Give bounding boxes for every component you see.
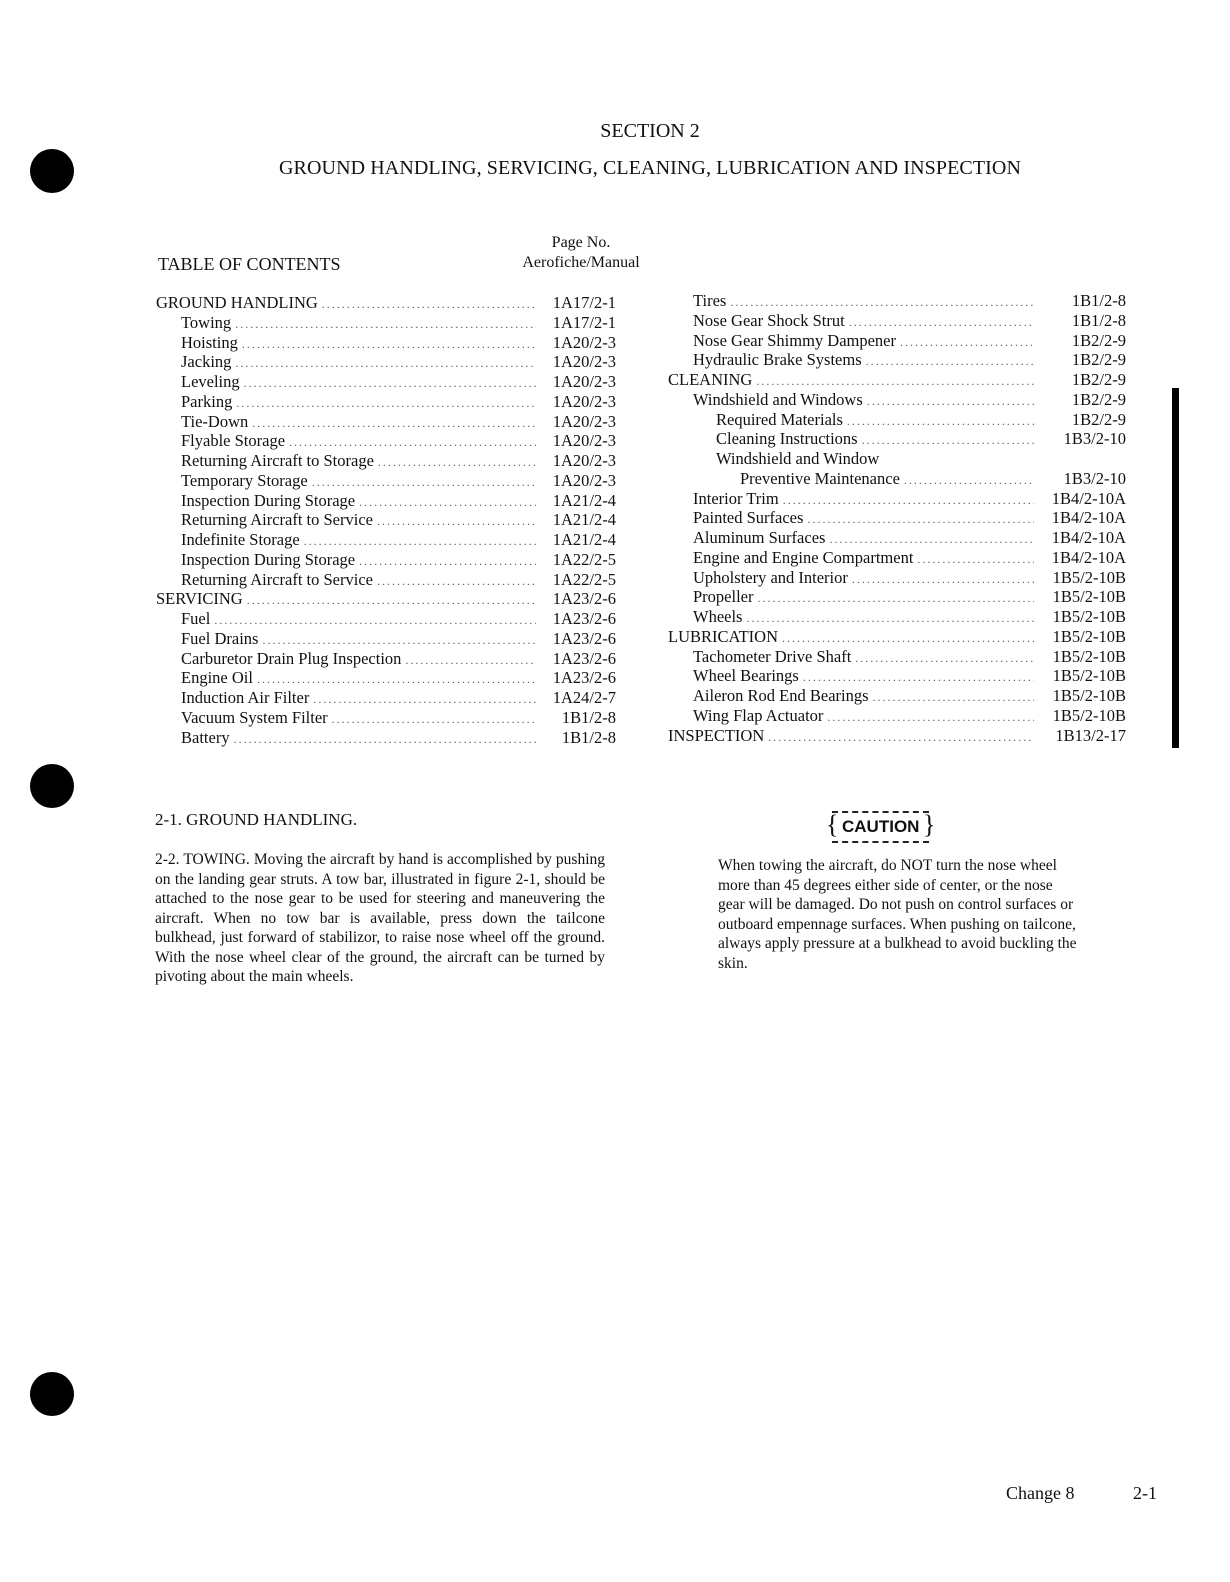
toc-entry-page: 1A21/2-4 [552,490,616,510]
toc-entry [668,291,1126,311]
toc-entry-label: Cleaning Instructions [716,429,858,449]
toc-leader-dots [318,297,536,312]
toc-entry [156,412,616,432]
toc-leader-dots [823,710,1034,725]
toc-leader-dots [913,552,1034,567]
toc-entry-page: 1B5/2-10B [1052,626,1126,646]
toc-entry-label: Hydraulic Brake Systems [693,350,862,370]
toc-leader-dots [863,394,1034,409]
toc-entry-page: 1A20/2-3 [552,411,616,431]
toc-entry [156,431,616,451]
toc-entry-page: 1A23/2-6 [552,589,616,609]
toc-entry [668,370,1126,390]
toc-leader-dots [210,613,536,628]
toc-entry-label: Fuel Drains [181,628,259,648]
toc-entry [156,609,616,629]
toc-entry-page: 1A21/2-4 [552,530,616,549]
toc-entry [156,451,616,471]
toc-entry [668,331,1126,351]
toc-entry [156,313,616,333]
toc-entry-page: 1B4/2-10A [1051,508,1126,528]
page-number-heading-line2: Aerofiche/Manual [522,254,640,271]
toc-entry-label: Aluminum Surfaces [693,528,826,547]
toc-entry-page: 1B5/2-10B [1052,607,1126,626]
toc-leader-dots [803,512,1034,527]
toc-entry-page: 1B1/2-8 [1071,291,1126,310]
toc-leader-dots [869,690,1034,705]
toc-entry [668,469,1126,489]
toc-entry [156,589,616,609]
toc-entry-label: CLEANING [668,370,753,389]
toc-leader-dots [309,692,536,707]
toc-entry [156,708,616,728]
toc-leader-dots [862,354,1034,369]
toc-entry-label: Carburetor Drain Plug Inspection [181,648,402,668]
toc-leader-dots [231,356,536,371]
toc-leader-dots [752,374,1034,389]
toc-leader-dots [896,335,1034,350]
toc-entry [668,390,1126,410]
toc-entry [156,491,616,511]
toc-entry-label: Propeller [693,587,754,607]
toc-leader-dots [799,670,1034,685]
toc-entry [668,449,1126,469]
toc-entry-label: Engine and Engine Compartment [693,547,914,567]
toc-entry [156,530,616,550]
toc-entry-page: 1B1/2-8 [561,727,616,747]
change-bar [1172,388,1179,748]
toc-entry [156,550,616,570]
toc-leader-dots [248,416,536,431]
toc-entry-label: Tachometer Drive Shaft [693,646,852,666]
toc-entry-page: 1B5/2-10B [1052,686,1126,705]
toc-leader-dots [240,376,536,391]
toc-entry-label: Battery [181,727,230,747]
toc-entry-label: Tie-Down [181,411,249,431]
toc-entry [668,647,1126,667]
page-number-heading-line1: Page No. [551,234,611,251]
toc-leader-dots [285,435,536,450]
toc-entry-label: SERVICING [156,589,243,609]
toc-entry [156,510,616,530]
footer-page-number: 2-1 [1133,1483,1157,1503]
toc-entry-page: 1B5/2-10B [1052,587,1126,607]
toc-entry-page: 1A20/2-3 [552,391,616,411]
toc-entry [668,429,1126,449]
toc-entry-page: 1B5/2-10B [1052,705,1126,725]
toc-entry-page: 1B2/2-9 [1071,330,1126,350]
toc-entry-page: 1A20/2-3 [552,431,616,451]
toc-heading: TABLE OF CONTENTS [158,254,341,274]
toc-entry-page: 1B5/2-10B [1052,567,1126,587]
toc-entry-label: Windshield and Window [716,449,880,468]
toc-entry-page: 1B3/2-10 [1063,468,1126,488]
caution-badge: { CAUTION } [832,811,929,843]
toc-entry [156,668,616,688]
toc-entry-label: Nose Gear Shimmy Dampener [693,330,896,350]
toc-entry-label: Flyable Storage [181,431,286,451]
punch-hole-middle [30,764,74,808]
toc-entry-page: 1A23/2-6 [552,628,616,648]
toc-entry [668,311,1126,331]
toc-leader-dots [825,532,1034,547]
toc-leader-dots [753,591,1034,606]
toc-entry [668,666,1126,686]
toc-entry-page: 1B2/2-9 [1071,370,1126,389]
toc-leader-dots [401,653,536,668]
toc-entry [668,410,1126,430]
toc-entry [156,471,616,491]
toc-leader-dots [845,315,1034,330]
toc-entry-page: 1B1/2-8 [1071,310,1126,330]
toc-entry-label: Engine Oil [181,668,253,688]
toc-leader-dots [253,672,536,687]
punch-hole-bottom [30,1372,74,1416]
toc-leader-dots [778,631,1034,646]
toc-entry-page: 1B2/2-9 [1071,389,1126,409]
toc-entry [156,392,616,412]
toc-entry-label: Returning Aircraft to Storage [181,451,374,470]
toc-entry-page: 1B4/2-10A [1051,547,1126,567]
toc-leader-dots [779,493,1034,508]
toc-entry-label: LUBRICATION [668,626,778,646]
toc-entry-page: 1B13/2-17 [1055,725,1126,745]
toc-entry-page: 1A22/2-5 [552,569,616,589]
toc-entry [156,333,616,353]
toc-entry-label: Tires [693,291,727,310]
toc-entry [668,587,1126,607]
toc-entry-page: 1B4/2-10A [1051,528,1126,547]
toc-leader-dots [308,475,536,490]
toc-entry [156,570,616,590]
toc-entry [156,293,616,313]
toc-entry [156,629,616,649]
toc-entry-label: Aileron Rod End Bearings [693,686,869,705]
toc-entry [668,627,1126,647]
toc-entry-label: Towing [181,312,232,332]
toc-entry [668,726,1126,746]
toc-entry [156,728,616,748]
toc-leader-dots [243,593,536,608]
toc-entry [156,688,616,708]
toc-entry [668,350,1126,370]
toc-entry [668,528,1126,548]
toc-entry-label: Painted Surfaces [693,508,804,528]
toc-entry-label: Temporary Storage [181,470,308,490]
section-title: GROUND HANDLING, SERVICING, CLEANING, LUBRICATION AND INSPECTION [279,157,1021,179]
toc-entry-page: 1B2/2-9 [1071,350,1126,370]
toc-entry-page: 1A20/2-3 [552,451,616,470]
toc-entry-label: Required Materials [716,409,843,429]
toc-leader-dots [231,317,536,332]
toc-entry [668,607,1126,627]
toc-leader-dots [232,396,536,411]
toc-entry-label: Returning Aircraft to Service [181,569,373,589]
toc-entry [668,548,1126,568]
toc-leader-dots [373,514,536,529]
paragraph-heading-ground-handling: 2-1. GROUND HANDLING. [155,810,358,829]
toc-leader-dots [843,414,1034,429]
toc-entry-page: 1A20/2-3 [552,332,616,352]
toc-leader-dots [848,572,1034,587]
toc-leader-dots [374,455,536,470]
toc-entry-label: Preventive Maintenance [740,468,900,488]
toc-entry-page: 1A17/2-1 [552,293,616,312]
toc-entry [668,568,1126,588]
toc-entry-label: Windshield and Windows [693,389,863,409]
toc-entry-page: 1B2/2-9 [1071,409,1126,429]
toc-entry [668,686,1126,706]
footer-change-number: Change 8 [1006,1483,1075,1503]
page-number-heading [496,233,666,273]
toc-entry-label: Inspection During Storage [181,490,356,510]
toc-entry-label: Nose Gear Shock Strut [693,310,845,330]
toc-entry-label: Jacking [181,352,232,372]
toc-entry-page: 1A20/2-3 [552,372,616,391]
toc-entry-page: 1B3/2-10 [1063,429,1126,449]
toc-right-column [668,291,1126,745]
paragraph-towing: 2-2. TOWING. Moving the aircraft by hand is accomplished by pushing on the landing gear struts. A tow bar, illustrated in figure 2-1, should be attached to the nose gear to be used for steering and maneuvering the aircraft. When no tow bar is available, press down the tailcone bulkhead, just forward of stabilizor, to raise nose wheel off the ground. With the nose wheel clear of the ground, the aircraft can be turned by pivoting about the main wheels. [155,851,605,985]
toc-entry-page: 1B4/2-10A [1051,488,1126,508]
toc-entry [156,649,616,669]
toc-entry-label: Interior Trim [693,488,779,508]
toc-leader-dots [900,473,1034,488]
toc-leader-dots [764,730,1034,745]
toc-entry-page: 1A23/2-6 [552,668,616,688]
toc-entry-page: 1B5/2-10B [1052,646,1126,666]
toc-entry [156,352,616,372]
toc-leader-dots [851,651,1034,666]
toc-entry-page: 1B1/2-8 [561,707,616,727]
toc-leader-dots [238,337,536,352]
toc-entry-page: 1A20/2-3 [552,470,616,490]
toc-entry-label: Inspection During Storage [181,549,356,569]
toc-entry-label: Wing Flap Actuator [693,705,824,725]
toc-entry-label: INSPECTION [668,725,765,745]
toc-leader-dots [300,534,536,549]
toc-entry-label: Vacuum System Filter [181,707,328,727]
toc-entry-page: 1A21/2-4 [552,510,616,530]
toc-entry-page: 1B5/2-10B [1052,666,1126,686]
toc-entry [668,489,1126,509]
toc-entry-label: Induction Air Filter [181,688,310,707]
toc-entry-label: Returning Aircraft to Service [181,510,373,530]
toc-leader-dots [355,554,536,569]
toc-left-column [156,293,616,747]
toc-leader-dots [742,611,1034,626]
toc-entry [156,372,616,392]
toc-entry [668,508,1126,528]
toc-entry-label: Fuel [181,609,211,628]
toc-leader-dots [726,295,1034,310]
section-number: SECTION 2 [600,120,700,142]
toc-leader-dots [230,732,536,747]
toc-entry-label: Indefinite Storage [181,530,300,549]
toc-leader-dots [355,495,536,510]
toc-leader-dots [328,712,536,727]
toc-entry-page: 1A20/2-3 [552,352,616,372]
toc-entry-label: Wheels [693,607,743,626]
toc-entry-label: Wheel Bearings [693,666,799,686]
toc-entry-label: Leveling [181,372,240,391]
toc-entry-page: 1A17/2-1 [552,312,616,332]
toc-leader-dots [258,633,536,648]
toc-entry [668,706,1126,726]
toc-entry-page: 1A23/2-6 [552,648,616,668]
toc-entry-label: Upholstery and Interior [693,567,848,587]
toc-entry-page: 1A23/2-6 [552,609,616,628]
caution-text: When towing the aircraft, do NOT turn the nose wheel more than 45 degrees either side of center, or the nose gear will be damaged. Do not push on control surfaces or outboard empennage surfaces. When pushing on tailcone, always apply pressure at a bulkhead to avoid buckling the skin. [718,857,1077,972]
toc-leader-dots [373,574,536,589]
toc-entry-page: 1A22/2-5 [552,549,616,569]
toc-entry-label: Parking [181,391,233,411]
toc-entry-label: GROUND HANDLING [156,293,318,312]
toc-entry-label: Hoisting [181,332,238,352]
toc-entry-page: 1A24/2-7 [552,688,616,707]
toc-leader-dots [858,433,1034,448]
